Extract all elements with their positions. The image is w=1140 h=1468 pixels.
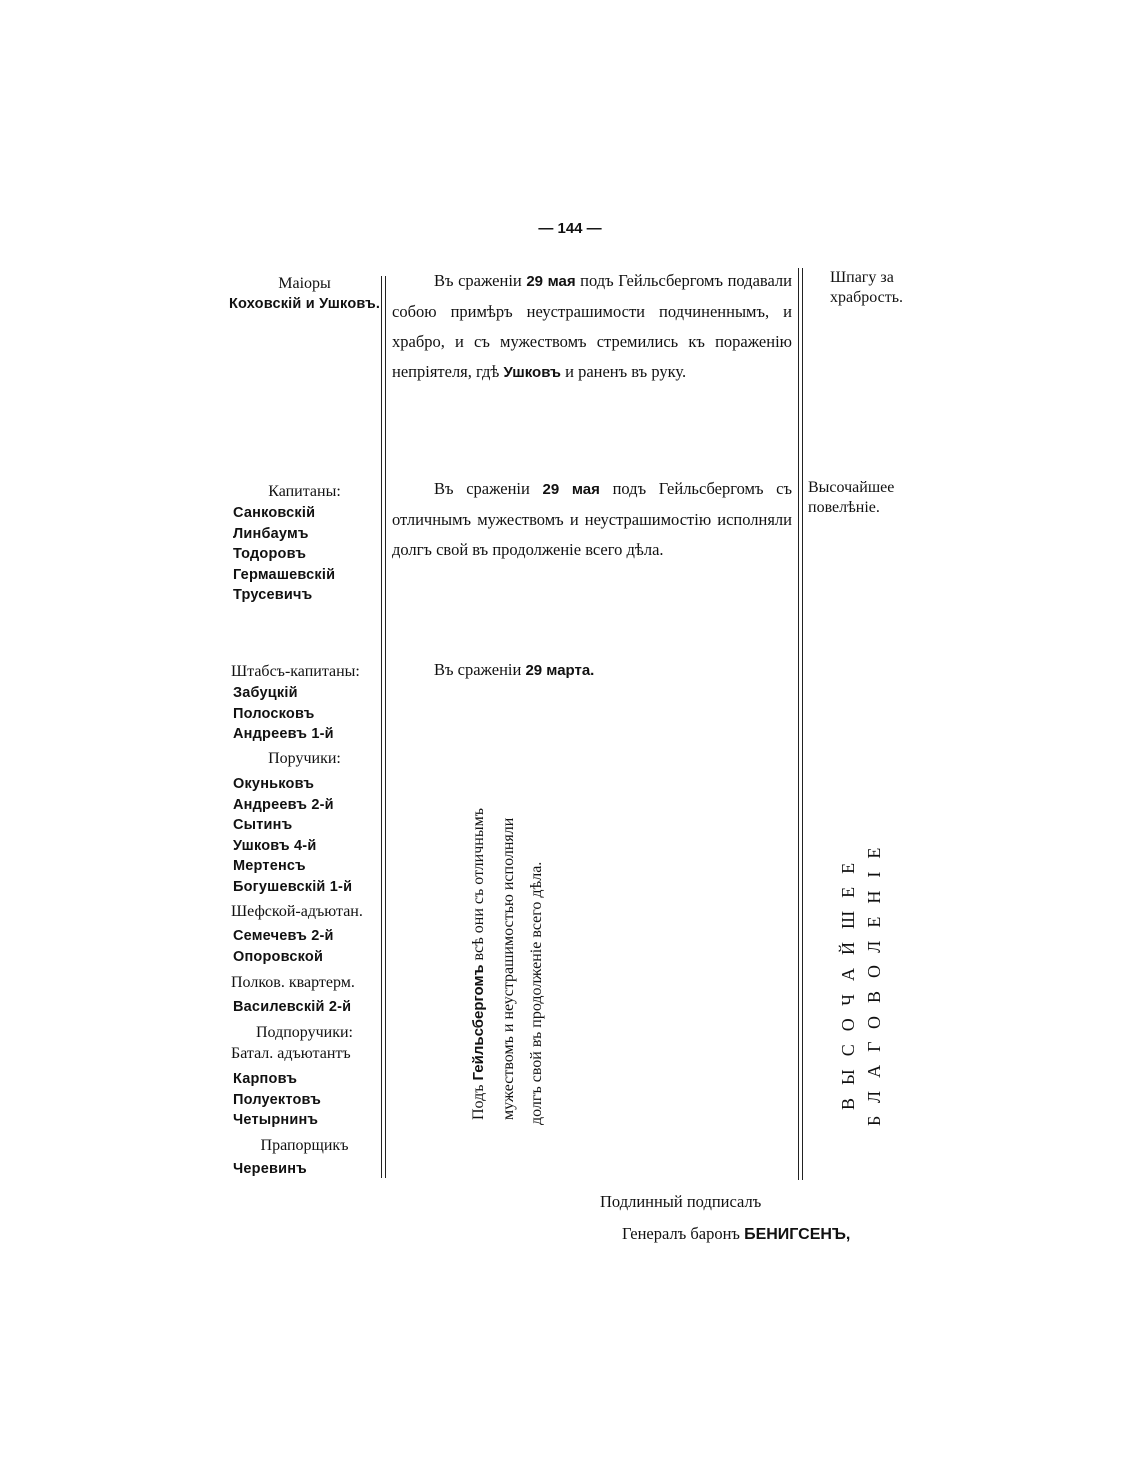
name-item: Четырнинъ (233, 1112, 319, 1128)
award-imperial-order: Высочайшее повелѣніе. (808, 479, 895, 516)
rank-ensign: Прапорщикъ (260, 1137, 349, 1154)
desc-part-bold: Гейльсбергомъ (470, 964, 487, 1081)
name-item: Мертенсъ (233, 858, 306, 874)
column-rule-right-b (802, 268, 803, 1180)
desc-part: Въ сраженіи (434, 660, 526, 679)
names-regimental-quartermaster (233, 997, 351, 1018)
name-item: Ушковъ 4-й (233, 837, 317, 854)
rank-majors: Маіоры (278, 275, 331, 292)
signature-line-2 (622, 1224, 850, 1244)
column-rule-left-a (381, 276, 382, 1178)
name-item: Линбаумъ (233, 525, 309, 542)
name-item: Семечевъ 2-й (233, 928, 334, 944)
name-item: Опоровской (233, 948, 324, 965)
desc-part: Въ сраженіи (434, 479, 543, 498)
desc-part: всѣ они съ отличнымъ (470, 808, 487, 965)
signature-title: Генералъ баронъ (622, 1224, 745, 1243)
rank-battalion-adjutant: Батал. адъютантъ (231, 1045, 351, 1062)
desc-part: подъ Гейльсбергомъ подавали собою примѣръ неустрашимости подчиненнымъ, и храбро, и съ мужествомъ стремились къ пораженію непріятеля, гдѣ (392, 271, 792, 381)
name-item: Трусевичъ (233, 587, 313, 603)
name-item: Полуектовъ (233, 1091, 322, 1108)
rank-captains: Капитаны: (268, 483, 341, 500)
page-number: — 144 — (538, 220, 602, 237)
name-item: Забуцкій (233, 685, 298, 701)
names-lieutenants (233, 774, 352, 897)
name-item: Сытинъ (233, 817, 293, 833)
desc-part-bold: 29 мая (526, 273, 576, 290)
names-chief-adjutant (233, 926, 334, 967)
desc-part-bold: 29 марта. (525, 662, 595, 679)
names-staff-captains (233, 683, 334, 745)
desc-part-bold: Ушковъ (503, 364, 561, 381)
name-item: Василевскій 2-й (233, 999, 352, 1015)
names-battalion-adjutant (233, 1069, 321, 1131)
name-item: Богушевскій 1-й (233, 878, 353, 895)
award-vertical-line-2: БЛАГОВОЛЕНІЕ (864, 834, 884, 1126)
award-sword: Шпагу за храбрость. (830, 269, 904, 306)
name-majors: Коховскій и Ушковъ. (229, 296, 381, 312)
names-ensign (233, 1159, 307, 1180)
name-item: Санковскій (233, 505, 316, 521)
name-item: Полосковъ (233, 705, 315, 722)
name-item: Андреевъ 1-й (233, 726, 334, 742)
rank-second-lieutenants: Подпоручики: (256, 1024, 353, 1041)
names-captains (233, 503, 335, 606)
rank-chief-adjutant: Шефской-адъютан. (231, 903, 363, 920)
rank-regimental-quartermaster: Полков. квартерм. (231, 974, 355, 991)
name-item: Окуньковъ (233, 776, 315, 792)
signature-line-1: Подлинный подписалъ (600, 1192, 762, 1211)
description-vertical-line-1 (470, 808, 488, 1120)
description-captains (392, 474, 792, 565)
name-item: Тодоровъ (233, 546, 307, 562)
signature-name: БЕНИГСЕНЪ, (744, 1226, 851, 1243)
column-rule-left-b (385, 276, 386, 1178)
name-item: Карповъ (233, 1071, 298, 1087)
desc-part-bold: 29 мая (542, 481, 600, 498)
description-vertical-line-2: мужествомъ и неустрашимостью исполняли (500, 817, 517, 1120)
rank-staff-captains: Штабсъ-капитаны: (231, 663, 360, 680)
desc-part: и раненъ въ руку. (560, 362, 687, 381)
column-rule-right-a (798, 268, 799, 1180)
description-intro (434, 655, 594, 686)
rank-lieutenants: Поручики: (268, 750, 341, 767)
desc-part: Подъ (470, 1080, 487, 1120)
desc-part: Въ сраженіи (434, 271, 527, 290)
name-item: Черевинъ (233, 1161, 307, 1177)
desc-part: подъ Гейльсбергомъ съ отличнымъ мужествомъ и неустрашимостію исполняли долгъ свой въ продолженіе всего дѣла. (392, 479, 793, 559)
name-item: Андреевъ 2-й (233, 796, 334, 813)
description-vertical-line-3: долгъ свой въ продолженіе всего дѣла. (528, 861, 545, 1125)
award-vertical-line-1: ВЫСОЧАЙШЕЕ (838, 849, 858, 1110)
name-item: Гермашевскій (233, 566, 336, 583)
description-majors (392, 266, 792, 388)
